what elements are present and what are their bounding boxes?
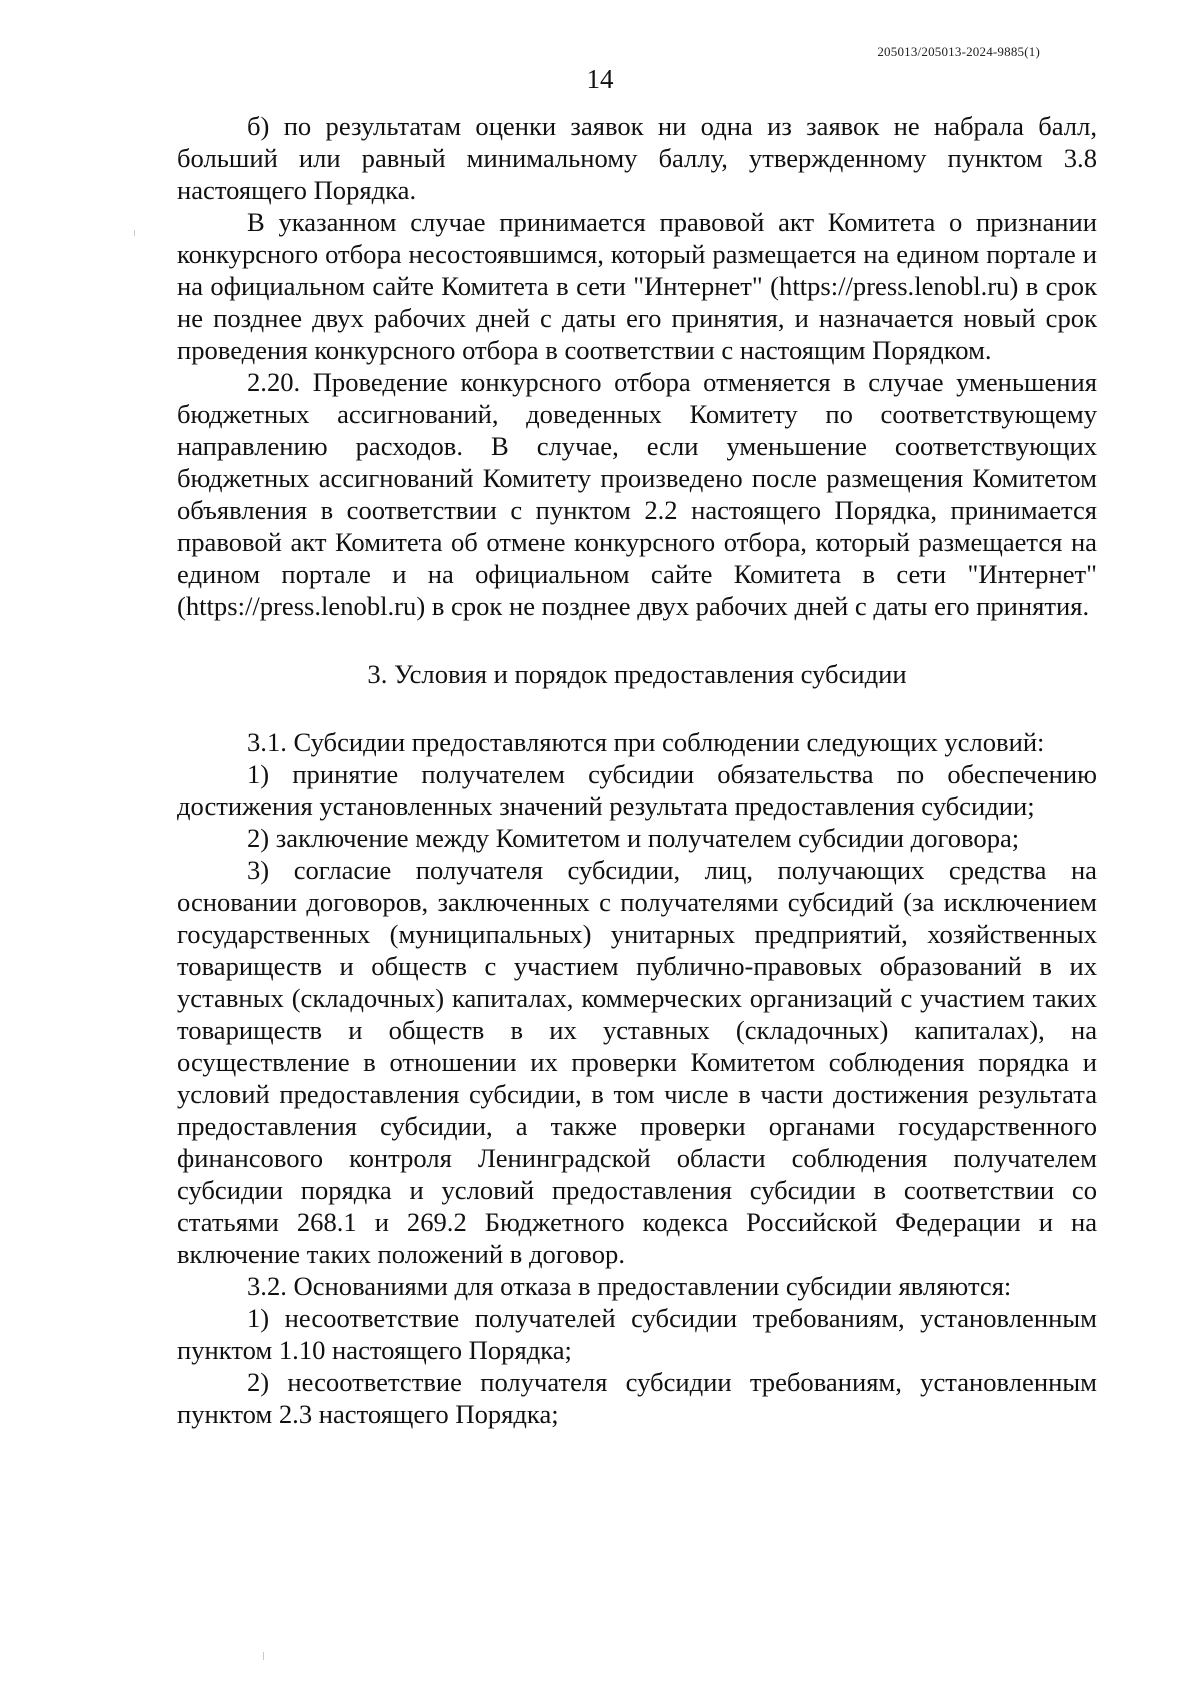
paragraph: 3.2. Основаниями для отказа в предоставлении субсидии являются: — [247, 1271, 1012, 1301]
document-id: 205013/205013-2024-9885(1) — [877, 44, 1040, 59]
page-number: 14 — [586, 64, 614, 94]
paragraph: 1) несоответствие получателей субсидии требованиям, установленным пунктом 1.10 настоящего Порядка; — [177, 1303, 1097, 1365]
paragraph: б) по результатам оценки заявок ни одна из заявок не набрала балл, больший или равный минимальному баллу, утвержденному пунктом 3.8 настоящего Порядка. — [177, 111, 1097, 205]
paragraph: 3.1. Субсидии предоставляются при соблюдении следующих условий: — [247, 727, 1045, 757]
paragraph: 2) заключение между Комитетом и получателем субсидии договора; — [247, 823, 1020, 853]
scan-mark — [263, 1652, 264, 1660]
document-body — [177, 110, 1097, 1430]
paragraph: 3) согласие получателя субсидии, лиц, получающих средства на основании договоров, заключенных с получателями субсидий (за исключением государственных (муниципальных) унитарных предприятий, хозяйственных товариществ и обществ с участием публично-правовых образований в их уставных (складочных) капиталах, коммерческих организаций с участием таких товариществ и обществ в их уставных (складочных) капиталах), на осуществление в отношении их проверки Комитетом соблюдения порядка и условий предоставления субсидии, в том числе в части достижения результата предоставления субсидии, а также проверки органами государственного финансового контроля Ленинградской области соблюдения получателем субсидии порядка и условий предоставления субсидии в соответствии со статьями 268.1 и 269.2 Бюджетного кодекса Российской Федерации и на включение таких положений в договор. — [177, 855, 1097, 1269]
scan-mark — [134, 230, 135, 236]
section-heading: 3. Условия и порядок предоставления субсидии — [367, 659, 907, 689]
paragraph: 1) принятие получателем субсидии обязательства по обеспечению достижения установленных значений результата предоставления субсидии; — [177, 759, 1097, 821]
paragraph: 2) несоответствие получателя субсидии требованиям, установленным пунктом 2.3 настоящего Порядка; — [177, 1367, 1097, 1429]
paragraph: 2.20. Проведение конкурсного отбора отменяется в случае уменьшения бюджетных ассигнований, доведенных Комитету по соответствующему направлению расходов. В случае, если уменьшение соответствующих бюджетных ассигнований Комитету произведено после размещения Комитетом объявления в соответствии с пунктом 2.2 настоящего Порядка, принимается правовой акт Комитета об отмене конкурсного отбора, который размещается на едином портале и на официальном сайте Комитета в сети "Интернет" (https://press.lenobl.ru) в срок не позднее двух рабочих дней с даты его принятия. — [177, 367, 1097, 621]
paragraph: В указанном случае принимается правовой акт Комитета о признании конкурсного отбора несостоявшимся, который размещается на едином портале и на официальном сайте Комитета в сети "Интернет" (https://press.lenobl.ru) в срок не позднее двух рабочих дней с даты его принятия, и назначается новый срок проведения конкурсного отбора в соответствии с настоящим Порядком. — [177, 207, 1097, 365]
